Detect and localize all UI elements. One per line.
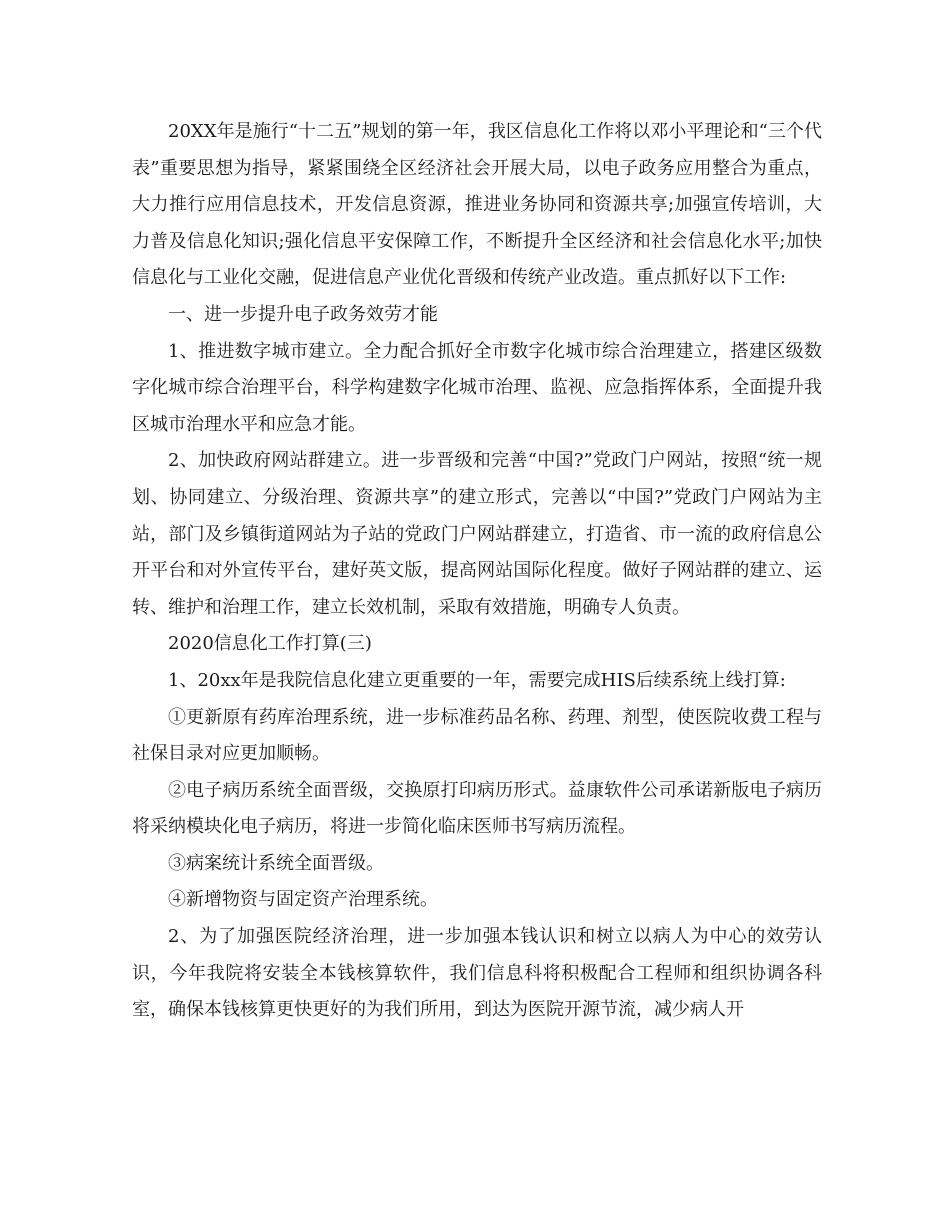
paragraph-subitem-4: ④新增物资与固定资产治理系统。	[168, 889, 438, 911]
section-heading-2: 2020信息化工作打算(三)	[168, 633, 372, 655]
document-body	[132, 114, 822, 1029]
paragraph-item-1: 1、推进数字城市建立。全力配合抓好全市数字化城市综合治理建立，搭建区级数字化城市综合治理平台，科学构建数字化城市治理、监视、应急指挥体系，全面提升我区城市治理水平和应急才能。	[132, 340, 822, 435]
paragraph-intro: 20XX年是施行“十二五”规划的第一年，我区信息化工作将以邓小平理论和“三个代表”重要思想为指导，紧紧围绕全区经济社会开展大局，以电子政务应用整合为重点，大力推行应用信息技术，开发信息资源，推进业务协同和资源共享;加强宣传培训，大力普及信息化知识;强化信息平安保障工作，不断提升全区经济和社会信息化水平;加快信息化与工业化交融，促进信息产业优化晋级和传统产业改造。重点抓好以下工作:	[132, 121, 822, 289]
paragraph-plan-1: 1、20xx年是我院信息化建立更重要的一年，需要完成HIS后续系统上线打算:	[168, 669, 786, 691]
paragraph-plan-2: 2、为了加强医院经济治理，进一步加强本钱认识和树立以病人为中心的效劳认识，今年我院将安装全本钱核算软件，我们信息科将积极配合工程师和组织协调各科室，确保本钱核算更快更好的为我们所用，到达为医院开源节流，减少病人开	[132, 926, 822, 1021]
paragraph-subitem-2: ②电子病历系统全面晋级，交换原打印病历形式。益康软件公司承诺新版电子病历将采纳模块化电子病历，将进一步简化临床医师书写病历流程。	[132, 779, 822, 838]
paragraph-subitem-3: ③病案统计系统全面晋级。	[168, 852, 384, 874]
paragraph-item-2: 2、加快政府网站群建立。进一步晋级和完善“中国?”党政门户网站，按照“统一规划、协同建立、分级治理、资源共享”的建立形式，完善以“中国?”党政门户网站为主站，部门及乡镇街道网站为子站的党政门户网站群建立，打造省、市一流的政府信息公开平台和对外宣传平台，建好英文版，提高网站国际化程度。做好子网站群的建立、运转、维护和治理工作，建立长效机制，采取有效措施，明确专人负责。	[132, 450, 822, 618]
paragraph-subitem-1: ①更新原有药库治理系统，进一步标准药品名称、药理、剂型，使医院收费工程与社保目录对应更加顺畅。	[132, 706, 822, 765]
section-heading-1: 一、进一步提升电子政务效劳才能	[168, 303, 438, 325]
